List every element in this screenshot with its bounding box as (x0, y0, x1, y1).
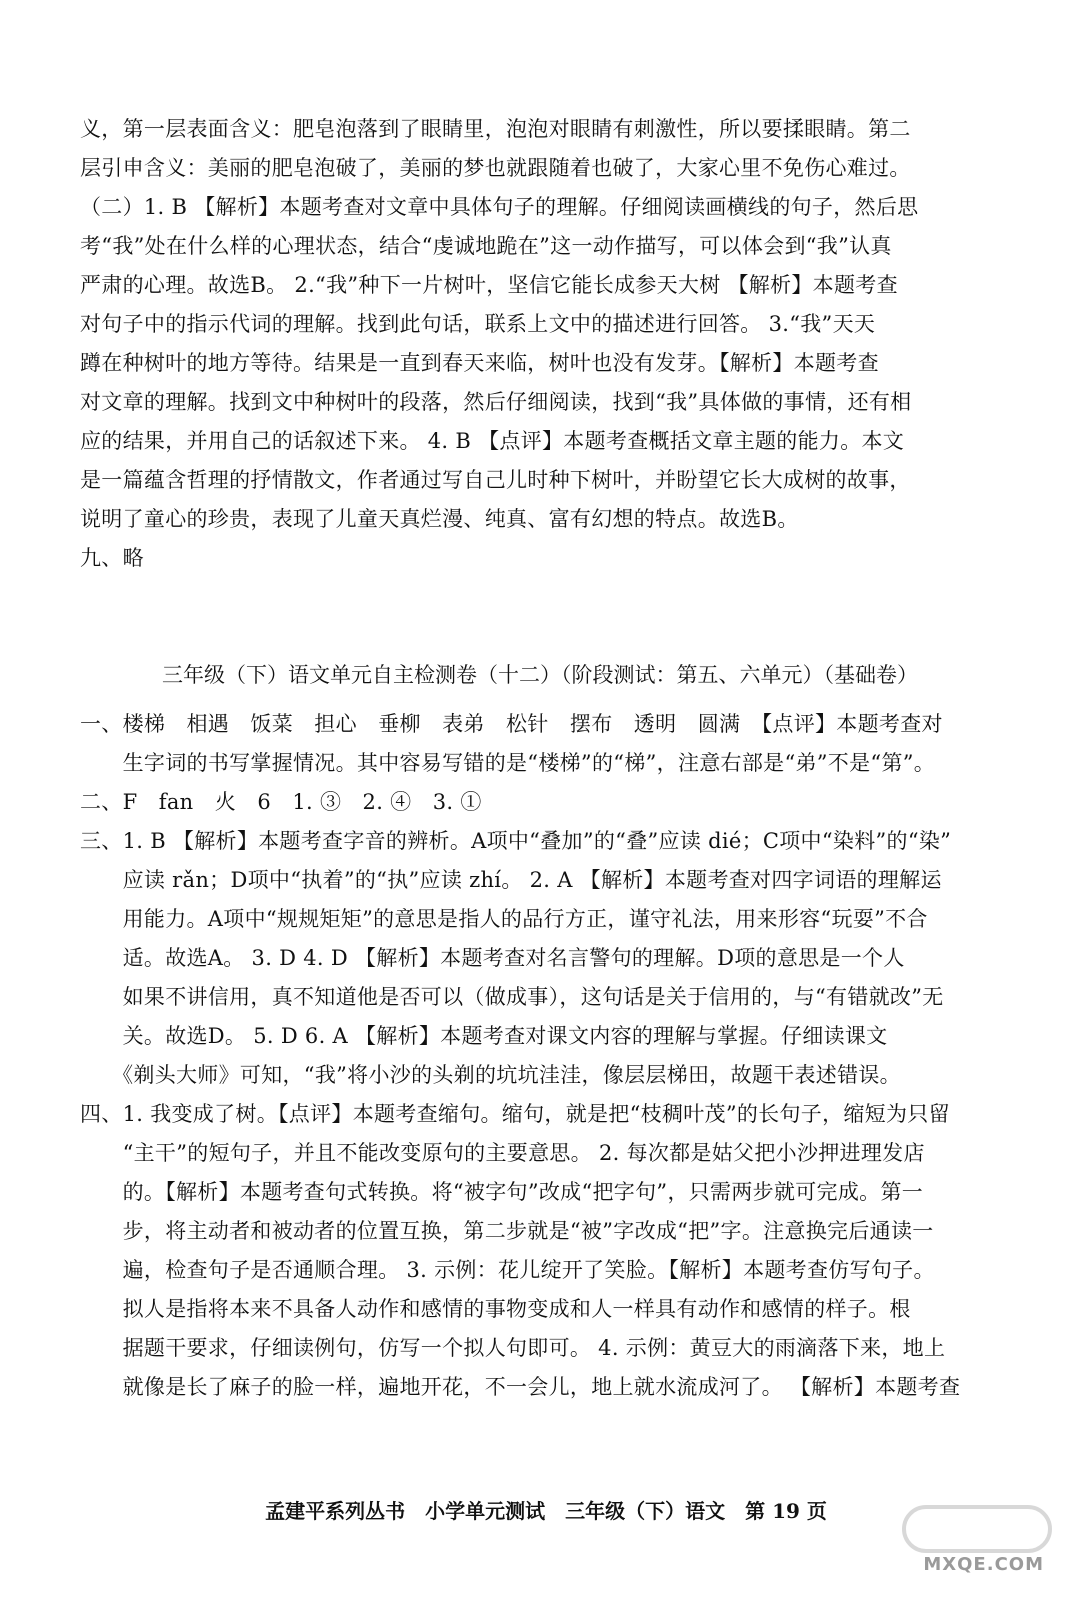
text-line: 九、略 (80, 546, 144, 570)
section-title: 三年级（下）语文单元自主检测卷（十二）（阶段测试：第五、六单元）（基础卷） (162, 663, 918, 687)
text-line: （二）1. B 【解析】本题考查对文章中具体句子的理解。仔细阅读画横线的句子，然后思 (80, 195, 919, 219)
watermark-text: MXQE.COM (923, 1554, 1044, 1575)
text-line: 的。【解析】本题考查句式转换。将“被字句”改成“把字句”，只需两步就可完成。第一 (80, 1180, 924, 1204)
text-line: 据题干要求，仔细读例句，仿写一个拟人句即可。 4. 示例：黄豆大的雨滴落下来，地上 (80, 1336, 946, 1360)
text-line: 层引申含义：美丽的肥皂泡破了，美丽的梦也就跟随着也破了，大家心里不免伤心难过。 (80, 156, 911, 180)
text-line: 二、F fan 火 6 1. ③ 2. ④ 3. ① (80, 790, 482, 814)
page-footer: 孟建平系列丛书 小学单元测试 三年级（下）语文 第 19 页 (265, 1499, 827, 1523)
watermark-logo (902, 1505, 1052, 1575)
text-line: 义，第一层表面含义：肥皂泡落到了眼睛里，泡泡对眼睛有刺激性，所以要揉眼睛。第二 (80, 117, 911, 141)
text-line: 四、1. 我变成了树。【点评】本题考查缩句。缩句，就是把“枝稠叶茂”的长句子，缩短为只留 (80, 1102, 950, 1126)
text-line: 《剃头大师》可知，“我”将小沙的头剃的坑坑洼洼，像层层梯田，故题干表述错误。 (80, 1063, 901, 1087)
text-line: 对句子中的指示代词的理解。找到此句话，联系上文中的描述进行回答。 3.“我”天天 (80, 312, 876, 336)
text-line: 用能力。A项中“规规矩矩”的意思是指人的品行方正，谨守礼法，用来形容“玩耍”不合 (80, 907, 928, 931)
text-line: 蹲在种树叶的地方等待。结果是一直到春天来临，树叶也没有发芽。【解析】本题考查 (80, 351, 879, 375)
text-line: 一、楼梯 相遇 饭菜 担心 垂柳 表弟 松针 摆布 透明 圆满 【点评】本题考查对 (80, 712, 943, 736)
text-line: 对文章的理解。找到文中种树叶的段落，然后仔细阅读，找到“我”具体做的事情，还有相 (80, 390, 912, 414)
text-line: “主干”的短句子，并且不能改变原句的主要意思。 2. 每次都是姑父把小沙押进理发店 (80, 1141, 925, 1165)
text-line: 就像是长了麻子的脸一样，遍地开花，不一会儿，地上就水流成河了。 【解析】本题考查 (80, 1375, 961, 1399)
text-line: 应读 rǎn；D项中“执着”的“执”应读 zhí。 2. A 【解析】本题考查对四字词语的理解运 (80, 868, 942, 892)
answer-block-lower (80, 705, 1000, 1407)
text-line: 遍，检查句子是否通顺合理。 3. 示例：花儿绽开了笑脸。【解析】本题考查仿写句子。 (80, 1258, 935, 1282)
text-line: 应的结果，并用自己的话叙述下来。 4. B 【点评】本题考查概括文章主题的能力。本文 (80, 429, 905, 453)
text-line: 适。故选A。 3. D 4. D 【解析】本题考查对名言警句的理解。D项的意思是一个人 (80, 946, 905, 970)
text-line: 考“我”处在什么样的心理状态，结合“虔诚地跪在”这一动作描写，可以体会到“我”认真 (80, 234, 892, 258)
text-line: 生字词的书写掌握情况。其中容易写错的是“楼梯”的“梯”，注意右部是“弟”不是“第”。 (80, 751, 936, 775)
answer-block-upper (80, 110, 1000, 578)
text-line: 严肃的心理。故选B。 2.“我”种下一片树叶，坚信它能长成参天大树 【解析】本题考查 (80, 273, 898, 297)
text-line: 如果不讲信用，真不知道他是否可以（做成事），这句话是关于信用的，与“有错就改”无 (80, 985, 944, 1009)
text-line: 拟人是指将本来不具备人动作和感情的事物变成和人一样具有动作和感情的样子。根 (80, 1297, 911, 1321)
watermark-badge-icon (902, 1505, 1052, 1553)
text-line: 三、1. B 【解析】本题考查字音的辨析。A项中“叠加”的“叠”应读 dié；C项中“染料”的“染” (80, 829, 952, 853)
text-line: 关。故选D。 5. D 6. A 【解析】本题考查对课文内容的理解与掌握。仔细读课文 (80, 1024, 888, 1048)
text-line: 说明了童心的珍贵，表现了儿童天真烂漫、纯真、富有幻想的特点。故选B。 (80, 507, 799, 531)
text-line: 步，将主动者和被动者的位置互换，第二步就是“被”字改成“把”字。注意换完后通读一 (80, 1219, 934, 1243)
text-line: 是一篇蕴含哲理的抒情散文，作者通过写自己儿时种下树叶，并盼望它长大成树的故事， (80, 468, 911, 492)
